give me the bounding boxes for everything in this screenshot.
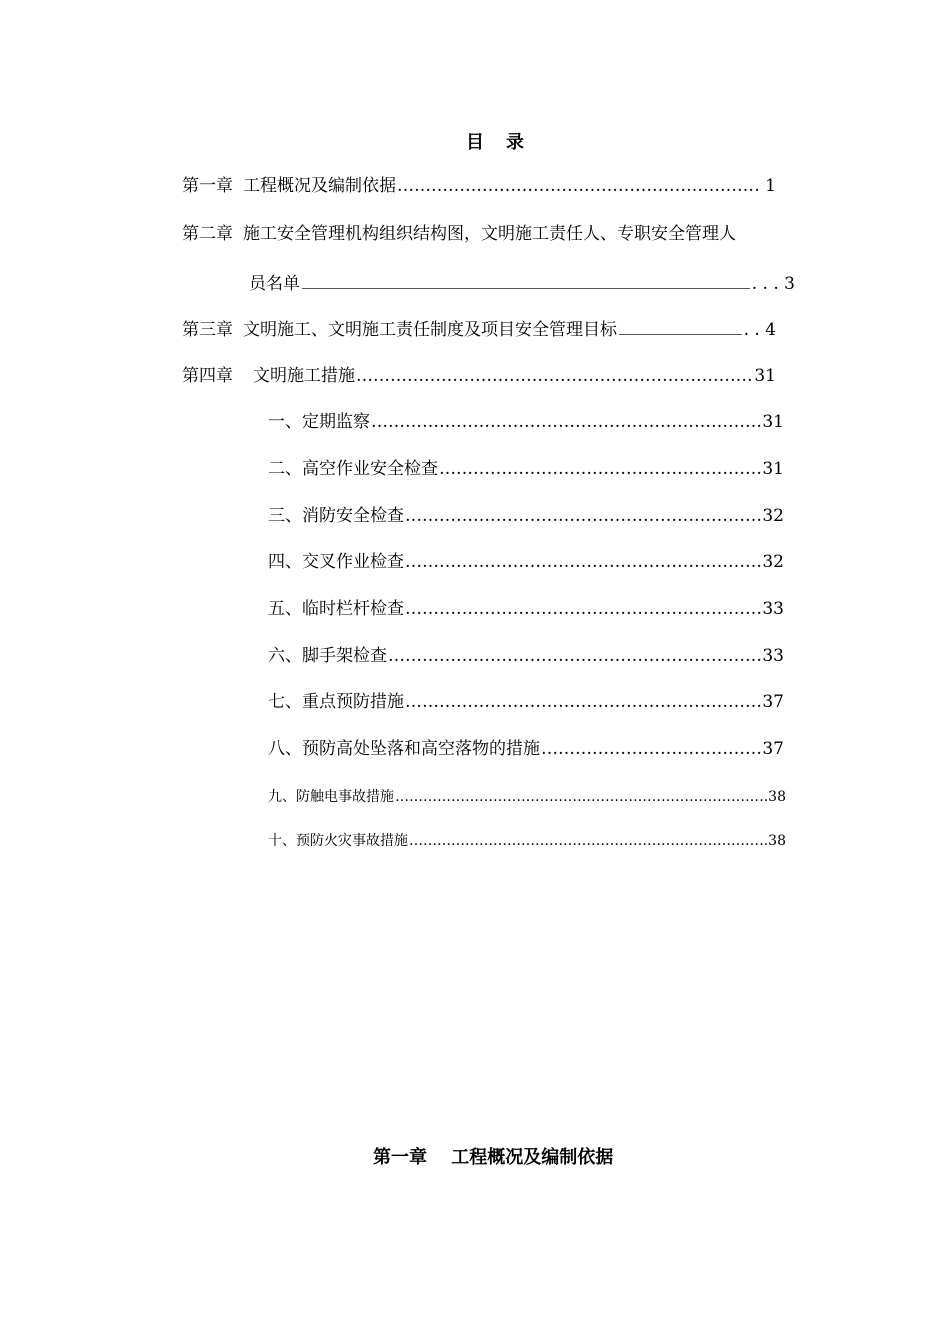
- toc-page-number: ..38: [759, 789, 786, 805]
- toc-chapter-title-cont: 员名单: [249, 274, 300, 294]
- toc-chapter-number: 第四章: [182, 366, 233, 386]
- toc-page-number: 33: [762, 599, 784, 619]
- toc-leader-line: [619, 318, 742, 335]
- toc-leader-dots: [409, 832, 758, 850]
- toc-chapter-title: 文明施工措施: [253, 366, 355, 386]
- toc-entry-item-10[interactable]: [268, 832, 786, 850]
- section-heading-title: 工程概况及编制依据: [451, 1147, 614, 1168]
- toc-chapter-number: 第三章: [182, 320, 233, 340]
- toc-item-title: 定期监察: [302, 412, 370, 432]
- toc-chapter-number: 第一章: [182, 176, 233, 196]
- toc-item-number: 五、: [268, 599, 302, 619]
- toc-leader-dots: [356, 366, 753, 386]
- toc-entry-item-5[interactable]: [268, 599, 784, 619]
- toc-item-number: 十、: [268, 833, 296, 849]
- toc-page-number: . . . 3: [751, 274, 795, 294]
- toc-item-number: 二、: [268, 459, 302, 479]
- toc-page-number: . . 4: [743, 320, 776, 340]
- section-heading-number: 第一章: [373, 1147, 427, 1168]
- toc-entry-item-2[interactable]: [268, 459, 784, 479]
- toc-page-number: 32: [762, 506, 784, 526]
- toc-title: 目 录: [466, 132, 526, 153]
- toc-chapter-title: 工程概况及编制依据: [243, 176, 396, 196]
- toc-entry-chapter-2[interactable]: [182, 224, 736, 244]
- toc-item-number: 七、: [268, 692, 302, 712]
- toc-page-number: 32: [762, 552, 784, 572]
- toc-entry-item-7[interactable]: [268, 692, 784, 712]
- toc-page-number: 31: [762, 412, 784, 432]
- toc-entry-item-9[interactable]: [268, 788, 786, 806]
- toc-page-number: 37: [762, 739, 784, 759]
- toc-entry-item-3[interactable]: [268, 506, 784, 526]
- toc-item-title: 交叉作业检查: [302, 552, 404, 572]
- toc-leader-dots: [395, 788, 758, 806]
- toc-chapter-number: 第二章: [182, 224, 233, 244]
- toc-item-number: 八、: [268, 739, 302, 759]
- toc-page-number: 31: [762, 459, 784, 479]
- toc-item-number: 三、: [268, 506, 302, 526]
- toc-item-number: 一、: [268, 412, 302, 432]
- toc-entry-chapter-1[interactable]: [182, 176, 776, 196]
- toc-item-title: 临时栏杆检查: [302, 599, 404, 619]
- toc-leader-dots: [439, 459, 761, 479]
- toc-item-title: 高空作业安全检查: [302, 459, 438, 479]
- toc-item-number: 六、: [268, 646, 302, 666]
- toc-entry-item-6[interactable]: [268, 646, 784, 666]
- toc-entry-chapter-4[interactable]: [182, 366, 776, 386]
- toc-entry-chapter-2-cont[interactable]: [249, 272, 795, 294]
- toc-chapter-title: 施工安全管理机构组织结构图，文明施工责任人、专职安全管理人: [243, 224, 736, 244]
- toc-leader-dots: [541, 739, 761, 759]
- toc-leader-dots: [405, 506, 761, 526]
- toc-leader-dots: [405, 552, 761, 572]
- toc-leader-line: [302, 272, 750, 289]
- toc-entry-item-8[interactable]: [268, 739, 784, 759]
- toc-entry-chapter-3[interactable]: [182, 318, 776, 340]
- toc-item-title: 预防火灾事故措施: [296, 833, 408, 849]
- toc-page-number: . 1: [754, 176, 776, 196]
- toc-leader-dots: [371, 412, 761, 432]
- toc-page-number: 33: [762, 646, 784, 666]
- toc-chapter-title: 文明施工、文明施工责任制度及项目安全管理目标: [243, 320, 617, 340]
- toc-entry-item-1[interactable]: [268, 412, 784, 432]
- toc-page-number: 31: [754, 366, 776, 386]
- toc-leader-dots: [405, 599, 761, 619]
- toc-page-number: ..38: [759, 833, 786, 849]
- toc-page-number: 37: [762, 692, 784, 712]
- toc-leader-dots: [388, 646, 761, 666]
- toc-entry-item-4[interactable]: [268, 552, 784, 572]
- toc-item-title: 防触电事故措施: [296, 789, 394, 805]
- toc-item-title: 消防安全检查: [302, 506, 404, 526]
- section-heading: [373, 1143, 613, 1169]
- toc-item-title: 重点预防措施: [302, 692, 404, 712]
- toc-item-number: 九、: [268, 789, 296, 805]
- toc-item-title: 预防高处坠落和高空落物的措施: [302, 739, 540, 759]
- toc-leader-dots: [405, 692, 761, 712]
- toc-item-number: 四、: [268, 552, 302, 572]
- toc-item-title: 脚手架检查: [302, 646, 387, 666]
- toc-leader-dots: [397, 176, 753, 196]
